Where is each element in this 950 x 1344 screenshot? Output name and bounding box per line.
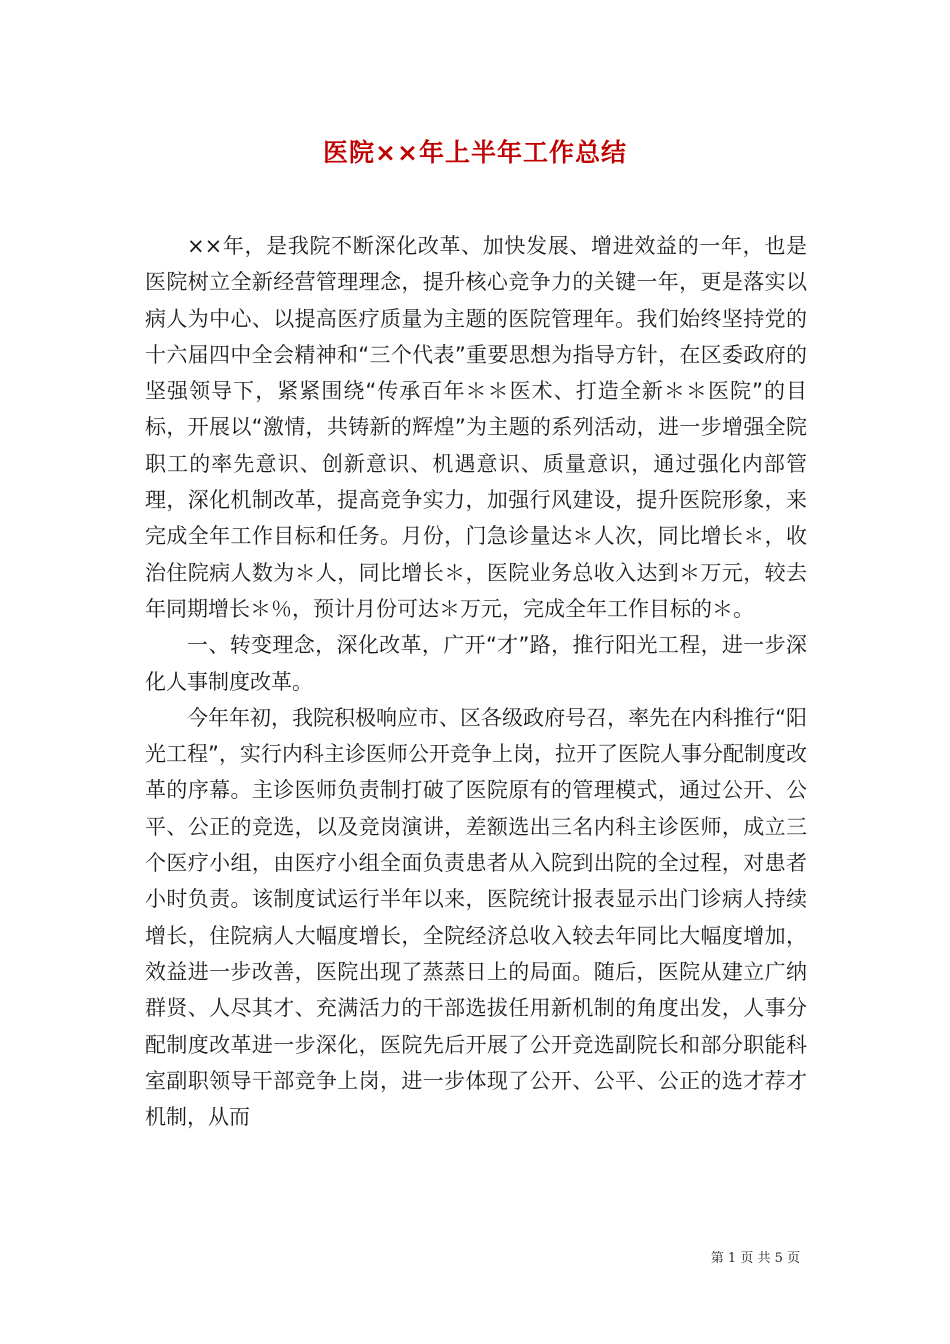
page-number: 第 1 页 共 5 页 [710,1251,800,1266]
document-body [145,228,807,1135]
page-title: 医院××年上半年工作总结 [323,138,627,167]
paragraph-section-heading: 一、转变理念，深化改革，广开“才”路，推行阳光工程，进一步深化人事制度改革。 [145,633,807,694]
paragraph-reform: 今年年初，我院积极响应市、区各级政府号召，率先在内科推行“阳光工程”，实行内科主诊医师公开竞争上岗，拉开了医院人事分配制度改革的序幕。主诊医师负责制打破了医院原有的管理模式，通过公开、公平、公正的竞选，以及竞岗演讲，差额选出三名内科主诊医师，成立三个医疗小组，由医疗小组全面负责患者从入院到出院的全过程，对患者小时负责。该制度试运行半年以来，医院统计报表显示出门诊病人持续增长，住院病人大幅度增长，全院经济总收入较去年同比大幅度增加，效益进一步改善，医院出现了蒸蒸日上的局面。随后，医院从建立广纳群贤、人尽其才、充满活力的干部选拔任用新机制的角度出发，人事分配制度改革进一步深化，医院先后开展了公开竞选副院长和部分职能科室副职领导干部竞争上岗，进一步体现了公开、公平、公正的选才荐才机制，从而 [145,705,807,1130]
paragraph-intro: ××年，是我院不断深化改革、加快发展、增进效益的一年，也是医院树立全新经营管理理念，提升核心竞争力的关键一年，更是落实以病人为中心、以提高医疗质量为主题的医院管理年。我们始终坚持党的十六届四中全会精神和“三个代表”重要思想为指导方针，在区委政府的坚强领导下，紧紧围绕“传承百年＊＊医术、打造全新＊＊医院”的目标，开展以“激情，共铸新的辉煌”为主题的系列活动，进一步增强全院职工的率先意识、创新意识、机遇意识、质量意识，通过强化内部管理，深化机制改革，提高竞争实力，加强行风建设，提升医院形象，来完成全年工作目标和任务。月份，门急诊量达＊人次，同比增长＊，收治住院病人数为＊人，同比增长＊，医院业务总收入达到＊万元，较去年同期增长＊％，预计月份可达＊万元，完成全年工作目标的＊。 [145,234,807,621]
